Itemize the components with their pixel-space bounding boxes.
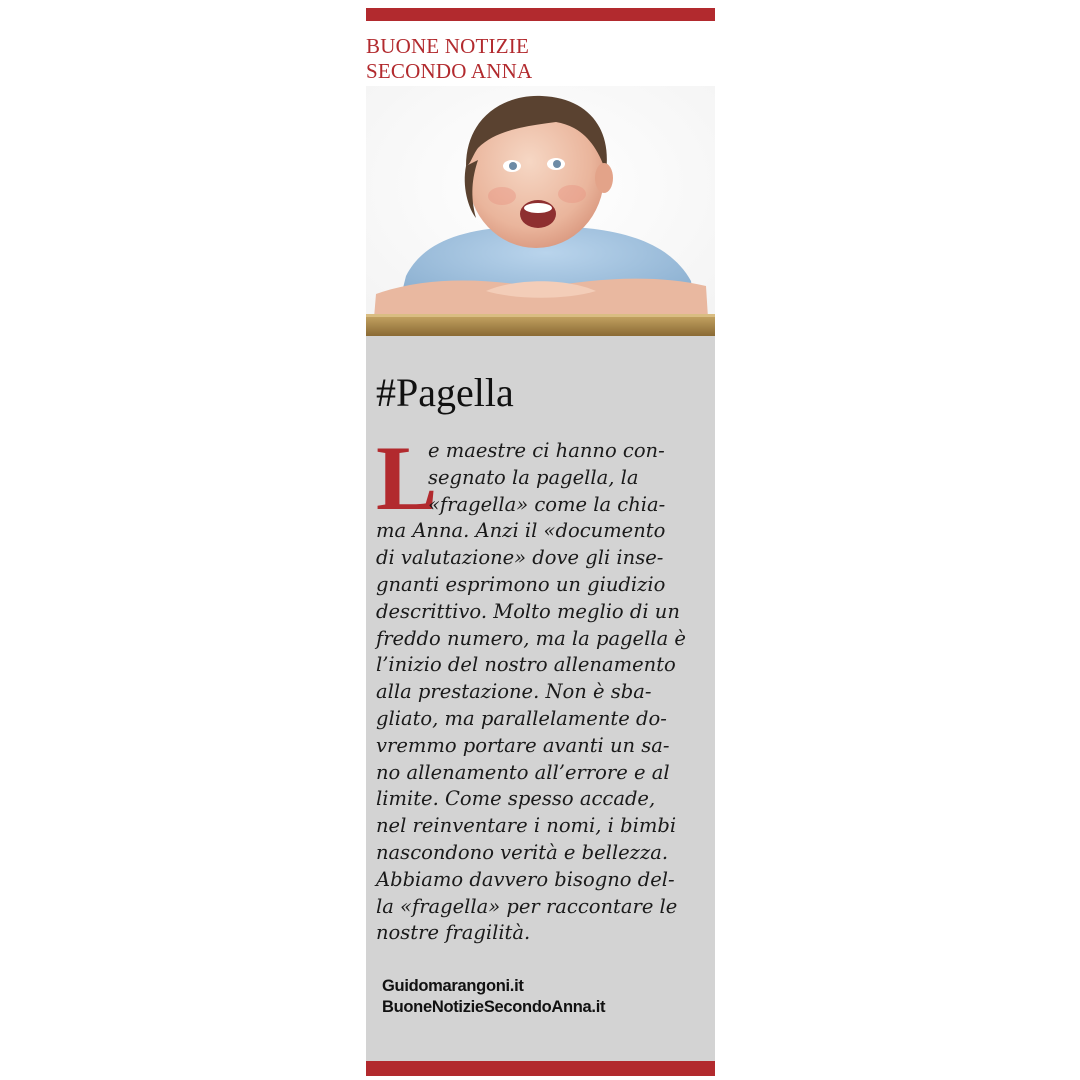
article-line: gliato, ma parallelamente do- [376, 706, 667, 730]
article-line: Abbiamo davvero bisogno del- [376, 867, 675, 891]
article-body [376, 427, 706, 947]
top-rule [366, 8, 715, 21]
article-line: freddo numero, ma la pagella è [376, 626, 686, 650]
article-line: alla prestazione. Non è sba- [376, 680, 652, 704]
article-title: #Pagella [376, 370, 514, 415]
bottom-rule [366, 1061, 715, 1076]
article-line: la «fragella» per raccontare le [376, 894, 678, 918]
article-column [366, 0, 715, 1080]
article-line: vremmo portare avanti un sa- [376, 733, 670, 757]
article-line: descrittivo. Molto meglio di un [376, 599, 680, 623]
column-kicker [366, 34, 706, 84]
kicker-line-2: SECONDO ANNA [366, 59, 533, 83]
child-photo [366, 86, 715, 336]
article-line: gnanti esprimono un giudizio [376, 572, 666, 596]
article-line: nel reinventare i nomi, i bimbi [376, 814, 677, 838]
article-line: nascondono verità e bellezza. [376, 840, 669, 864]
article-line: di valutazione» dove gli inse- [376, 546, 664, 570]
link-guidomarangoni[interactable]: Guidomarangoni.it [382, 977, 524, 995]
article-line: e maestre ci hanno con- [428, 439, 665, 462]
article-line: nostre fragilità. [376, 921, 531, 945]
article-line: l’inizio del nostro allenamento [376, 653, 676, 677]
article-panel [366, 336, 715, 1061]
article-line: limite. Come spesso accade, [376, 787, 656, 811]
child-illustration [366, 86, 715, 336]
article-links [382, 976, 605, 1018]
article-line: ma Anna. Anzi il «documento [376, 519, 666, 543]
article-line: no allenamento all’errore e al [376, 760, 670, 784]
drop-cap: L [376, 427, 438, 529]
kicker-line-1: BUONE NOTIZIE [366, 34, 529, 58]
link-buonenotizie[interactable]: BuoneNotizieSecondoAnna.it [382, 998, 606, 1016]
article-line: «fragella» come la chia- [428, 492, 666, 516]
article-line: segnato la pagella, la [428, 465, 639, 489]
